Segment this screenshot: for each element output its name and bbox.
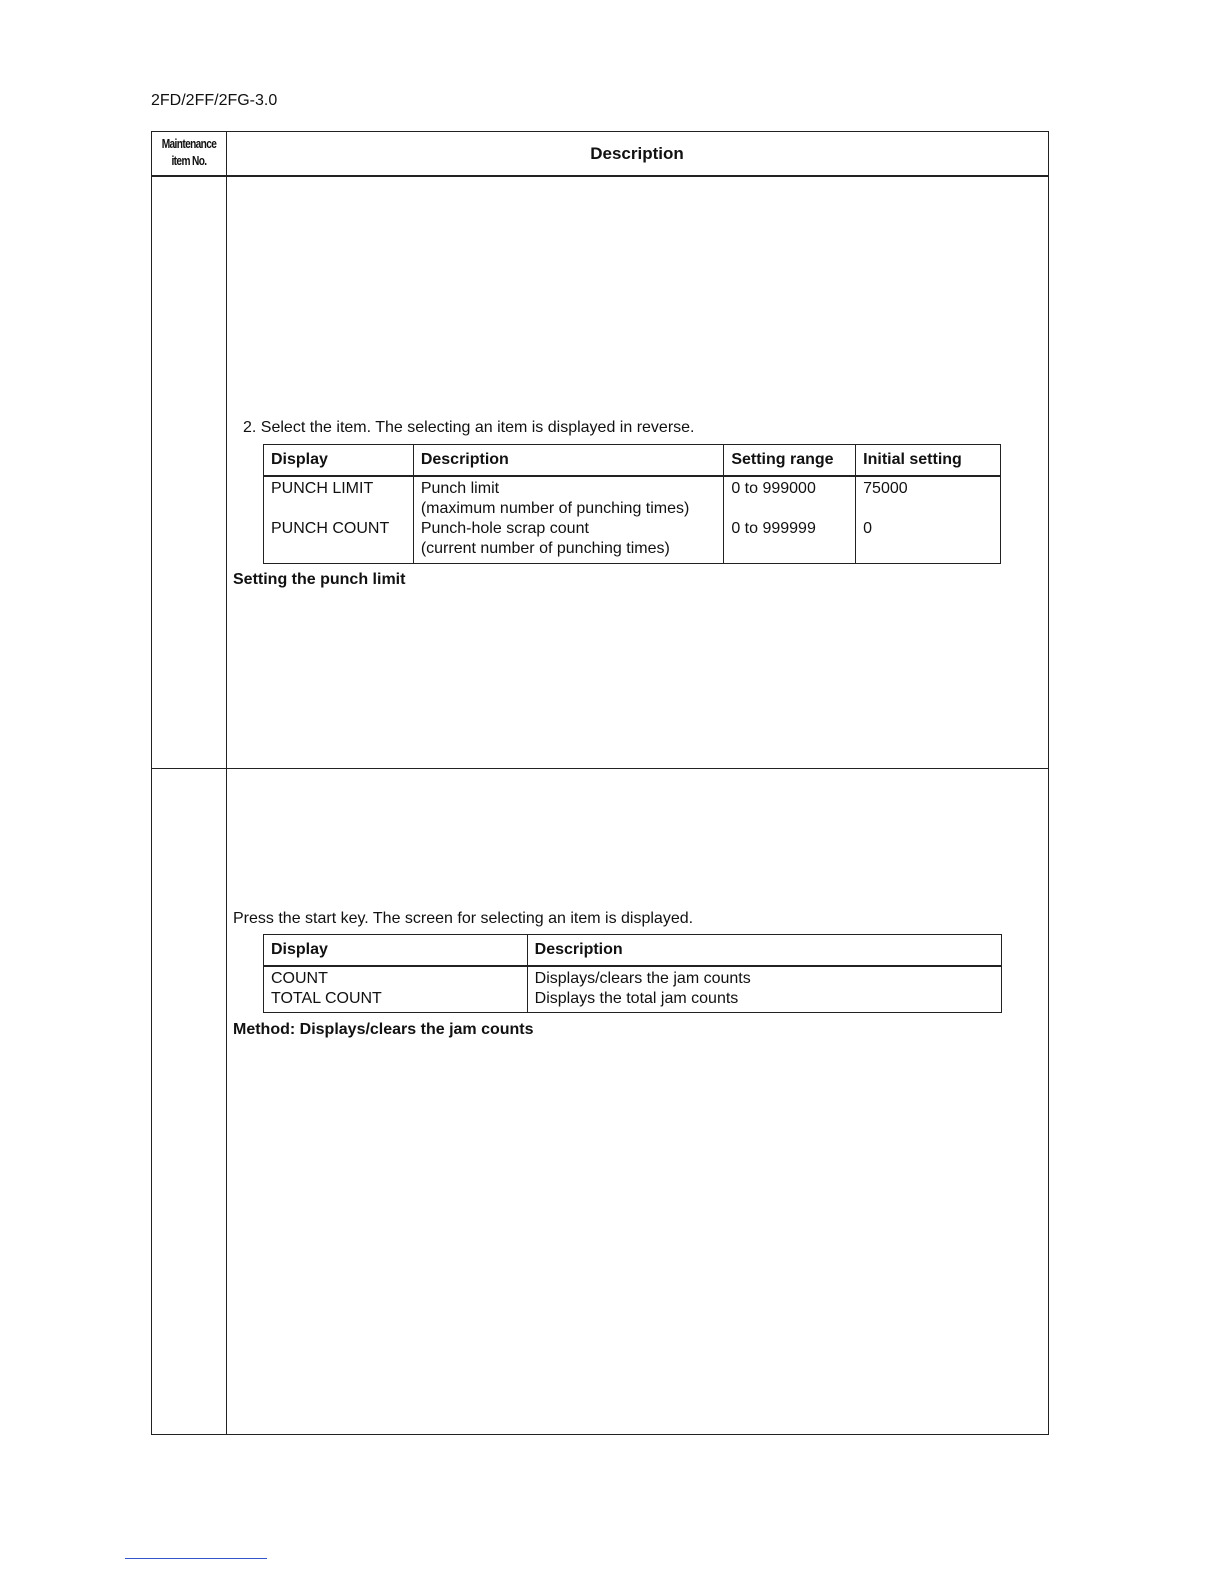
step-select-item: 2. Select the item. The selecting an item is displayed in reverse.	[243, 419, 695, 436]
description-line: (current number of punching times)	[420, 540, 670, 557]
description-line: Punch limit	[420, 480, 500, 497]
row-divider	[152, 768, 1048, 769]
document-code: 2FD/2FF/2FG-3.0	[151, 92, 278, 109]
cell-description: Displays/clears the jam counts	[534, 970, 751, 987]
cell-initial-setting: 0	[863, 520, 873, 537]
header-initial-setting: Initial setting	[856, 445, 1001, 477]
header-display: Display	[264, 445, 414, 477]
footer-rule	[125, 1558, 267, 1559]
table-row	[264, 989, 1002, 1013]
punch-settings-table	[263, 444, 1001, 564]
heading-setting-punch-limit: Setting the punch limit	[233, 571, 406, 588]
table-row	[264, 966, 1002, 989]
item-number-header-line2: item No.	[171, 153, 207, 168]
table-row	[264, 476, 1001, 519]
cell-description	[413, 519, 724, 564]
item-number-header-line1: Maintenance	[161, 136, 217, 151]
table-header-row	[152, 132, 1048, 177]
cell-setting-range: 0 to 999000	[724, 476, 856, 519]
table-header-row	[264, 935, 1002, 967]
header-display: Display	[264, 935, 528, 967]
header-description: Description	[527, 935, 1001, 967]
header-description: Description	[413, 445, 724, 477]
jam-count-table	[263, 934, 1002, 1013]
maintenance-table-frame	[151, 131, 1049, 1435]
cell-initial-setting: 75000	[863, 480, 908, 497]
description-line: (maximum number of punching times)	[420, 500, 690, 517]
step-press-start-key: Press the start key. The screen for selecting an item is displayed.	[233, 910, 694, 927]
cell-display: PUNCH COUNT	[264, 519, 414, 564]
cell-display: TOTAL COUNT	[264, 989, 528, 1013]
cell-description: Displays the total jam counts	[534, 990, 739, 1007]
description-line: Punch-hole scrap count	[420, 520, 589, 537]
cell-display: COUNT	[264, 966, 528, 989]
header-setting-range: Setting range	[724, 445, 856, 477]
column-divider	[226, 132, 227, 1434]
table-header-row	[264, 445, 1001, 477]
cell-display: PUNCH LIMIT	[264, 476, 414, 519]
table-row	[264, 519, 1001, 564]
description-column-header: Description	[590, 144, 684, 163]
item-number-column-header	[152, 132, 226, 175]
cell-description	[413, 476, 724, 519]
heading-jam-count-method: Method: Displays/clears the jam counts	[233, 1021, 534, 1038]
cell-setting-range: 0 to 999999	[724, 519, 856, 564]
